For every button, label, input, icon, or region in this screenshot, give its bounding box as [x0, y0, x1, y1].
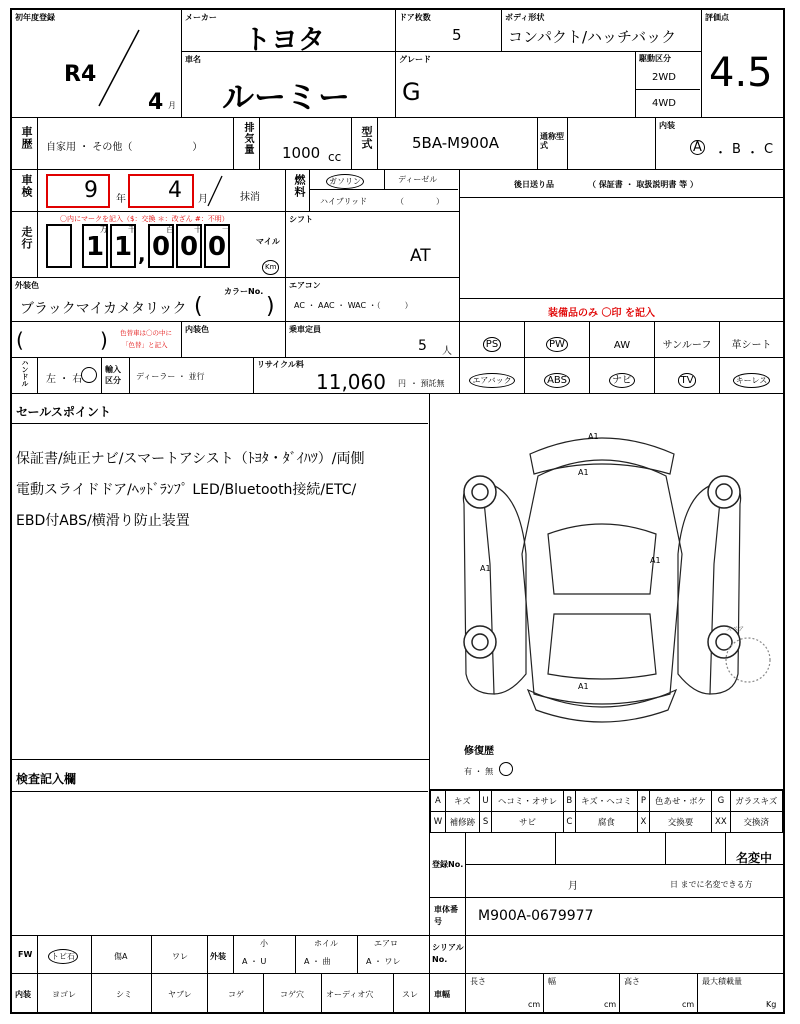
capacity-cell [286, 322, 460, 358]
legend-desc: キズ・ヘコミ [575, 791, 637, 812]
dim-label: 高さ [624, 977, 640, 986]
equip-leather: 革シート [720, 322, 783, 358]
mileage-digit-6: 0 [204, 224, 230, 268]
car-name-label: 車名 [185, 55, 201, 64]
legend-code: C [563, 812, 575, 833]
first-registration-era: R4 [64, 62, 97, 87]
common-model-label-cell [538, 118, 568, 170]
fuel-gasoline: ガソリン [326, 174, 364, 189]
first-registration-label: 初年度登録 [15, 13, 55, 22]
equipment-header-cell [460, 298, 783, 322]
ext-label: 外装 [210, 952, 226, 961]
mileage-digit-5: 0 [176, 224, 202, 268]
int-item: シミ [116, 990, 132, 999]
legend-code: U [479, 791, 491, 812]
car-name-cell [182, 52, 396, 118]
equip-keyless: キーレス [720, 358, 783, 394]
interior-damage-row [12, 974, 430, 1012]
history-label-cell [12, 118, 38, 170]
shift-value: AT [410, 246, 431, 266]
interior-color-label: 内装色 [185, 325, 209, 334]
legend-code: P [637, 791, 649, 812]
legend-desc: 腐食 [575, 812, 637, 833]
int-label: 内装 [15, 990, 31, 999]
legend-code: B [563, 791, 575, 812]
mileage-label: 走行 [20, 226, 33, 250]
chassis-label: 車体番号 [434, 905, 458, 926]
legend-desc: キズ [445, 791, 479, 812]
exterior-color-value: ブラックマイカメタリック [20, 301, 187, 317]
fuel-label-cell [286, 170, 310, 212]
inspection-date-cell [38, 170, 286, 212]
model-label-cell [352, 118, 378, 170]
mileage-label-cell [12, 212, 38, 278]
score-cell [702, 10, 783, 118]
drive-cell [636, 52, 702, 118]
interior-grade-cell: 内装 A ・ B ・ C [656, 118, 783, 170]
after-items-body [460, 198, 783, 298]
equip-tv: TV [655, 358, 720, 394]
dims-label: 車幅 [434, 990, 450, 999]
mileage-digit-4: 0 [148, 224, 174, 268]
inspection-month: 4 [168, 178, 182, 203]
mileage-unit-km: Km [262, 260, 279, 275]
repair-history-label: 修復歴 [464, 746, 494, 757]
after-items-text: （ 保証書 ・ 取扱説明書 等 ） [588, 180, 698, 189]
inspection-label-cell [12, 170, 38, 212]
fuel-other: （ ） [396, 197, 444, 206]
fw-item-chip: トビ石 [48, 949, 78, 964]
spare-label: スペア [726, 626, 745, 633]
mileage-note: 〇内にマークを記入（$：交換 ＊：改ざん #：不明） [60, 215, 229, 223]
equip-navi: ナビ [590, 358, 655, 394]
ext-group-title: エアロ [374, 939, 398, 948]
color-change-note-2: 「色替」と記入 [122, 341, 168, 349]
ext-group-title: ホイル [314, 939, 338, 948]
dim-label: 幅 [548, 977, 556, 986]
capacity-unit: 人 [442, 346, 452, 357]
after-items-label: 後日送り品 [514, 180, 554, 189]
sales-points-text [16, 444, 364, 537]
displacement-label: 排気量 [242, 122, 253, 155]
int-item: コゲ穴 [280, 990, 304, 999]
body-label: ボディ形状 [505, 13, 545, 22]
legend-table [430, 790, 783, 833]
shift-cell [286, 212, 460, 278]
ext-group-title: 小 [260, 939, 268, 948]
doors-label: ドア枚数 [399, 13, 431, 22]
drive-option-4wd: 4WD [652, 98, 676, 109]
drive-option-2wd: 2WD [652, 72, 676, 83]
model-value: 5BA-M900A [412, 134, 500, 152]
repair-history-selected [499, 762, 513, 776]
displacement-cell [260, 118, 352, 170]
color-change-note-1: 色替車は〇の中に [120, 329, 172, 337]
dim-label: 長さ [470, 977, 486, 986]
handle-label: ハンドル [21, 359, 29, 387]
inspection-label: 車検 [20, 174, 33, 198]
maker-cell [182, 10, 396, 56]
fuel-diesel: ディーゼル [398, 175, 438, 184]
displacement-unit: cc [328, 150, 342, 164]
history-text: 自家用 ・ その他（ ） [46, 142, 203, 153]
fw-label: FW [18, 950, 33, 959]
model-label: 型式 [360, 126, 373, 150]
handle-text: 左 ・ 右 [46, 374, 83, 385]
fuel-label: 燃料 [293, 174, 306, 198]
after-items-header [460, 170, 783, 198]
sales-point-line: 保証書/純正ナビ/スマートアシスト（ﾄﾖﾀ・ﾀﾞｲﾊﾂ）/両側 [16, 451, 365, 467]
legend-desc: サビ [492, 812, 563, 833]
interior-grade-a: A [690, 140, 705, 155]
score-value: 4.5 [709, 50, 773, 96]
dimensions-row [430, 974, 783, 1012]
legend-desc: 交換済 [730, 812, 782, 833]
chassis-value: M900A-0679977 [478, 908, 594, 924]
handle-selected-circle [81, 367, 97, 383]
name-change-label: 名変中 [736, 851, 773, 865]
sales-points-cell [12, 394, 430, 760]
ext-group-text: A ・ ワレ [366, 957, 401, 966]
ext-group-text: A ・ U [242, 957, 267, 966]
legend-desc: ヘコミ・オサレ [492, 791, 563, 812]
grade-cell [396, 52, 636, 118]
int-item: オーディオ穴 [326, 990, 374, 999]
mileage-digit-3: 1 [110, 224, 136, 268]
interior-grade-c: C [764, 142, 774, 157]
import-label-cell [102, 358, 130, 394]
damage-diagram-cell [430, 394, 783, 790]
equip-pw: PW [525, 322, 590, 358]
interior-color-cell [182, 322, 286, 358]
color-no-label: カラーNo. [224, 287, 264, 296]
sales-points-label: セールスポイント [16, 405, 111, 419]
common-model-label: 通称型式 [540, 132, 564, 150]
dim-unit: cm [528, 1000, 541, 1009]
mileage-digit-1 [46, 224, 72, 268]
mileage-unit-mile: マイル [256, 237, 280, 246]
sales-point-line: EBD付ABS/横滑り防止装置 [16, 513, 190, 529]
inspection-year-unit: 年 [116, 194, 126, 205]
damage-mark: A1 [588, 432, 599, 441]
mileage-unit-1000: 千 [128, 225, 136, 234]
serial-label: シリアルNo. [432, 943, 464, 964]
drive-label: 駆動区分 [639, 54, 671, 63]
legend-code: W [431, 812, 446, 833]
fw-item-crack: ワレ [172, 952, 188, 961]
model-cell [378, 118, 538, 170]
exterior-color-label: 外装色 [15, 281, 39, 290]
history-label: 車歴 [20, 126, 33, 150]
exterior-color-cell: 外装色 ブラックマイカメタリック カラーNo. ( ) [12, 278, 286, 322]
equipment-grid [460, 322, 783, 394]
equip-aw: AW [590, 322, 655, 358]
ac-text: AC ・ AAC ・ WAC ・（ ） [294, 301, 413, 310]
handle-label-cell [12, 358, 38, 394]
shift-label: シフト [289, 215, 313, 224]
legend-desc: ガラスキズ [730, 791, 782, 812]
mileage-unit-10: 十 [194, 225, 202, 234]
damage-mark: A1 [480, 564, 491, 573]
ac-cell [286, 278, 460, 322]
body-value: コンパクト/ハッチバック [508, 28, 677, 46]
int-item: ヤブレ [168, 990, 192, 999]
import-text: ディーラー ・ 並行 [136, 372, 205, 381]
recycle-amount: 11,060 [316, 370, 386, 394]
inspection-year: 9 [84, 178, 98, 203]
equip-sunroof: サンルーフ [655, 322, 720, 358]
displacement-value: 1000 [282, 144, 321, 162]
inspector-cell [12, 760, 430, 936]
history-cell [38, 118, 234, 170]
damage-mark: A1 [650, 556, 661, 565]
legend-code: G [712, 791, 731, 812]
registration-day-note: 日 までに名変できる方 [670, 880, 753, 889]
int-item: ヨゴレ [52, 990, 76, 999]
mileage-unit-100: 百 [166, 225, 174, 234]
legend-code: X [637, 812, 649, 833]
repair-history-options: 有 ・ 無 [464, 767, 494, 776]
grade-label: グレード [399, 55, 431, 64]
car-name-value: ルーミー [222, 78, 351, 116]
common-model-cell [568, 118, 656, 170]
sales-point-line: 電動スライドドア/ﾍｯﾄﾞﾗﾝﾌﾟ LED/Bluetooth接続/ETC/ [16, 482, 357, 498]
ext-group-text: A ・ 曲 [304, 957, 331, 966]
registration-label: 登録No. [432, 860, 464, 869]
equip-airbag: エアバック [460, 358, 525, 394]
dim-unit: cm [682, 1000, 695, 1009]
int-item: コゲ [228, 990, 244, 999]
interior-grade-label: 内装 [659, 121, 675, 130]
body-cell [502, 10, 702, 52]
dim-label: 最大積載量 [702, 977, 742, 986]
recycle-status: ・ 預託無 [410, 379, 445, 388]
capacity-value: 5 [418, 338, 427, 354]
damage-mark: A1 [578, 468, 589, 477]
legend-desc: 補修跡 [445, 812, 479, 833]
auction-inspection-sheet [10, 8, 785, 1014]
chassis-cell [430, 898, 783, 936]
grade-value: G [402, 78, 421, 106]
int-item: スレ [402, 990, 418, 999]
fuel-cell [310, 170, 460, 212]
car-diagram [430, 394, 783, 790]
recycle-cell [254, 358, 460, 394]
recycle-unit: 円 [398, 379, 406, 388]
legend-desc: 交換要 [649, 812, 711, 833]
registration-month-unit: 月 [568, 881, 578, 892]
maker-value: トヨタ [244, 25, 325, 56]
mileage-unit-10000: 万 [100, 225, 108, 234]
serial-cell [430, 936, 783, 974]
legend-code: A [431, 791, 446, 812]
displacement-label-cell [234, 118, 260, 170]
mileage-unit-1: 一 [222, 225, 230, 234]
fw-item-scratch: 傷A [114, 952, 128, 961]
mileage-digit-2: 1 [82, 224, 108, 268]
date-slash [94, 28, 144, 108]
equip-abs: ABS [525, 358, 590, 394]
maker-label: メーカー [185, 13, 217, 22]
fuel-hybrid: ハイブリッド [320, 197, 368, 206]
doors-cell [396, 10, 502, 52]
dim-unit: cm [604, 1000, 617, 1009]
ac-label: エアコン [289, 281, 321, 290]
legend-code: S [479, 812, 491, 833]
inspector-label: 検査記入欄 [16, 772, 77, 786]
color-change-cell: ( ) 色替車は〇の中に 「色替」と記入 [12, 322, 182, 358]
legend-code: XX [712, 812, 731, 833]
first-registration-month: 4 [148, 90, 164, 115]
inspection-month-unit: 月 [198, 194, 208, 205]
mileage-cell: 〇内にマークを記入（$：交換 ＊：改ざん #：不明） 1 1 , 0 0 0 万 千 百 十 一 マイル Km [38, 212, 286, 278]
import-cell [130, 358, 254, 394]
fw-row [12, 936, 430, 974]
interior-grade-b: B [732, 142, 741, 157]
legend-desc: 色あせ・ボケ [649, 791, 711, 812]
first-registration-month-unit: 月 [168, 101, 176, 110]
import-label: 輸入区分 [105, 365, 121, 385]
equipment-header: 装備品のみ 〇印 を記入 [548, 308, 655, 319]
dim-unit: Kg [766, 1000, 777, 1009]
doors-value: 5 [452, 26, 462, 44]
handle-cell [38, 358, 102, 394]
recycle-label: リサイクル料 [257, 360, 304, 369]
inspection-canceled: 抹消 [240, 192, 260, 203]
first-registration-cell [12, 10, 182, 118]
registration-cell [430, 832, 783, 898]
damage-mark: A1 [578, 682, 589, 691]
equip-ps: PS [460, 322, 525, 358]
score-label: 評価点 [705, 13, 729, 22]
capacity-label: 乗車定員 [289, 325, 321, 334]
